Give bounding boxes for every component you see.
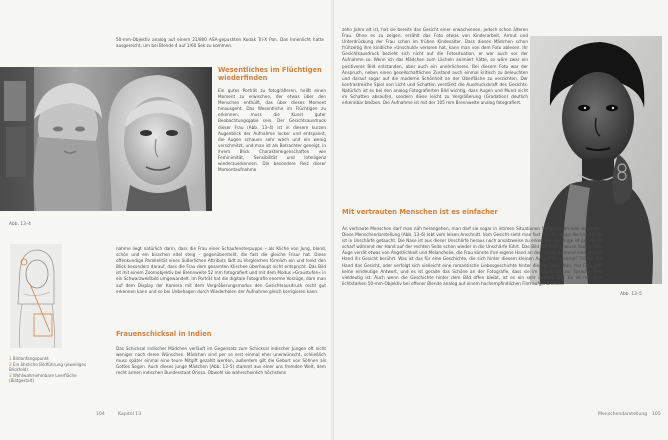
right-page-number: 105 [652,412,661,417]
left-page-number: 104 [96,412,105,417]
fig2-label: Abb. 13–5 [620,292,642,297]
intro-text: 50-mm-Objektiv analog auf einem 21/800 ASA-gepushten Kodak Tri-X Pan. Das Innenlicht hatte ausgereicht, um bei Blende 4 auf 1/60 Sek zu kommen. [116,37,324,49]
section2-text: Das Schicksal indischer Mädchen verläuft im Gegensatz zum Schicksal indischer Jungen oft nicht weniger nach deren Wünschen. Mädchen sind per se erst einmal eher unerwünscht, schließlich muss später einmal eine teure Mitgift gezahlt werden, außerdem gilt die Geburt von Söhnen als Gottes Segen. Auch dieses junge Mädchen (Abb. 13–5) stammt aus einer uns fremden Welt, dem recht armen indischen Bundesstaat Orissa. Obwohl sie wahrscheinlich höchstens [116,346,326,376]
photo-woman-mannequin [0,67,212,211]
right-page [334,0,668,440]
callout-item: 2 Ein ähnliche Bildführung (jeweiliges Blickfeld) [9,361,87,373]
fig1-label: Abb. 13–4 [9,222,31,227]
left-running-head: Kapitel 13 [118,412,142,417]
section1-heading: Wesentliches im Flüchtigen wiederfinden [218,66,322,83]
section3-heading: Mit vertrauten Menschen ist es einfacher [342,208,498,216]
callout-item: 1 Bildanfangspunkt [9,356,49,361]
section3-text: An vertraute Menschen darf man näh herangehen, man darf sie sogar in intimen Situationen fotografieren oder berühren. Diese Menschendarstellung (Abb. 13–6) lebt vom leisen Anschnitt. Vom Gesicht sieht man fast nur das Auge, die linke Seite ist in Unschärfe getaucht. Die Nase ist aus dieser Unschärfe heraus noch ansatzweise zu erkennen, das Auge ist gerade so scharf während der Hand auf der rechten Seite schon wieder in die Unschärfe führt. Das Bild hat eine gewisse Poesie: Das Auge verrät etwas von Angstlichkeit und Melancholie, die Frau könnte ihre eigene Hand an den Mund, während eine andere Hand ihr Gesicht berührt. Was ist das für eine Geschichte, die sich hinter diesem kleinen Ausschnitt verbirgt? Tröstet die Hand das Gesicht, oder verfolgt sich vielleicht eine romantische Liebesgeschichte hinter diesem Foto? Nun, das Foto gibt keine eindeutige Antwort, und es ist gerade das Schöne an der Fotografie, dass sie im Gegensatz zur Sprache sehr vieldeutig ist. Auch wenn die Geschichte hinter dem Bild offen bleibt, ist es ein sehr intimes Bild. Es ist mit dem lichtstarken 50-mm-Objektiv bei offener Blende analog auf einem hochempfindlichen Film aufgenommen. [342,226,602,286]
section1-full-text: nahme liegt natürlich darin, dass die Frau einer Schaufensterpuppe – als Kliche von Jung, blond, schön und ein bisschen eitel steig – gegenüberstellt, die fast die gleiche Frisur hat. Diese offenkundige Parallelität eines äußerlichen Attributs lädt zu Vergleichen förmlich ein und lenkt den Blick besonders darauf, dass die Frau dem gesamten Klischee überhaupt nicht entspricht. Das Bild ist mit einem Zoomobjektiv bei Brennweite 52 mm fotografiert und mit dem Modus »Graustufen« in ein Schwarzweißbild umgewandelt. Im Porträt hat die digitale Fotografie enorme Vorzüge, dam man auf dem Display der Kamera mit dem Vergrößerungsmodus den Gesichtsausdruck recht gut erkennen kann und so bei Unbehagen durch Wiederholen der Aufnahme gleich korrigieren kann. [116,246,326,294]
callout-item: 3 Wohlwahrnehmbare Leerfläche (Bildgestalt) [9,372,77,384]
section2-heading: Frauenschicksal in Indien [116,330,212,338]
right-running-head: Menschendarstellung [598,412,648,417]
composition-sketch [10,244,62,348]
section1-column-text: Ein gutes Porträt zu fotografieren, heißt einen Moment zu erwischen, der etwas über den Menschen enthüllt, das über dieses Moment hinausgeht. Das Wesentliche im Flüchtigen zu erkennen, muss die Kunst guter Beobachtungsgabe sein. Der Gesichtsausdruck dieser Frau (Abb. 13–4) ist in diesem kurzen Augenblick der Aufnahme locker und entspannt, die Augen schauen sehr wach und ein wenig verschmitzt, und man ist als Betrachter geneigt, in ihrem Blick Charaktereigenschaften wie Feminimität, Sensibilität und Intelligenz wiederzuerkennen. Die besondere Reiz dieser Momentaufnahme [218,88,326,173]
right-body-text-1: zehn Jahre alt ist, hat sie bereits das Gesicht einer erwachsenen, jedoch schon älteren Frau. Ohne es zu zeigen, erzählt das Foto etwas von Kinderarbeit, Armut und Unterdrückung der Frau schon im frühen Kindesalter. Dass dieses Mädchen schon frühzeitig ihre kindliche »Unschuld« verloren hat, kann man von dem Foto ablesen. Ihr Gesichtsausdruck bezieht sich nicht auf die Fotosituation, er war auch vor der Aufnahme so. Wenn ich das Mädchen zum Lächeln animiert hätte, so wäre zwar ein positiveres Bild entstanden, aber auch ein unehrlicheres. Bei diesem Foto war der Anspruch, neben einen gesellschaftlichen Zustand auch einmal kritisch zu beleuchten und darauf sogar auf die moderne Schönheit an der Oberfläche zu verzichten. Der kontrastreiche Spiel von Licht und Schatten verstärkt die Ausdruckskraft des Gesichts. Natürlich ist es bei den analog Fotografierten Bild wichtig, dass Augen und Mund nicht im Schatten absaufen, sondern diese leicht zu Vergrößerung (Gradation) deutlich erkennbar bleiben. Die Aufnahme ist mit der 105 mm Brennweite analog fotografiert. [342,27,528,106]
fig1-callouts [9,356,95,384]
left-page [0,0,333,440]
